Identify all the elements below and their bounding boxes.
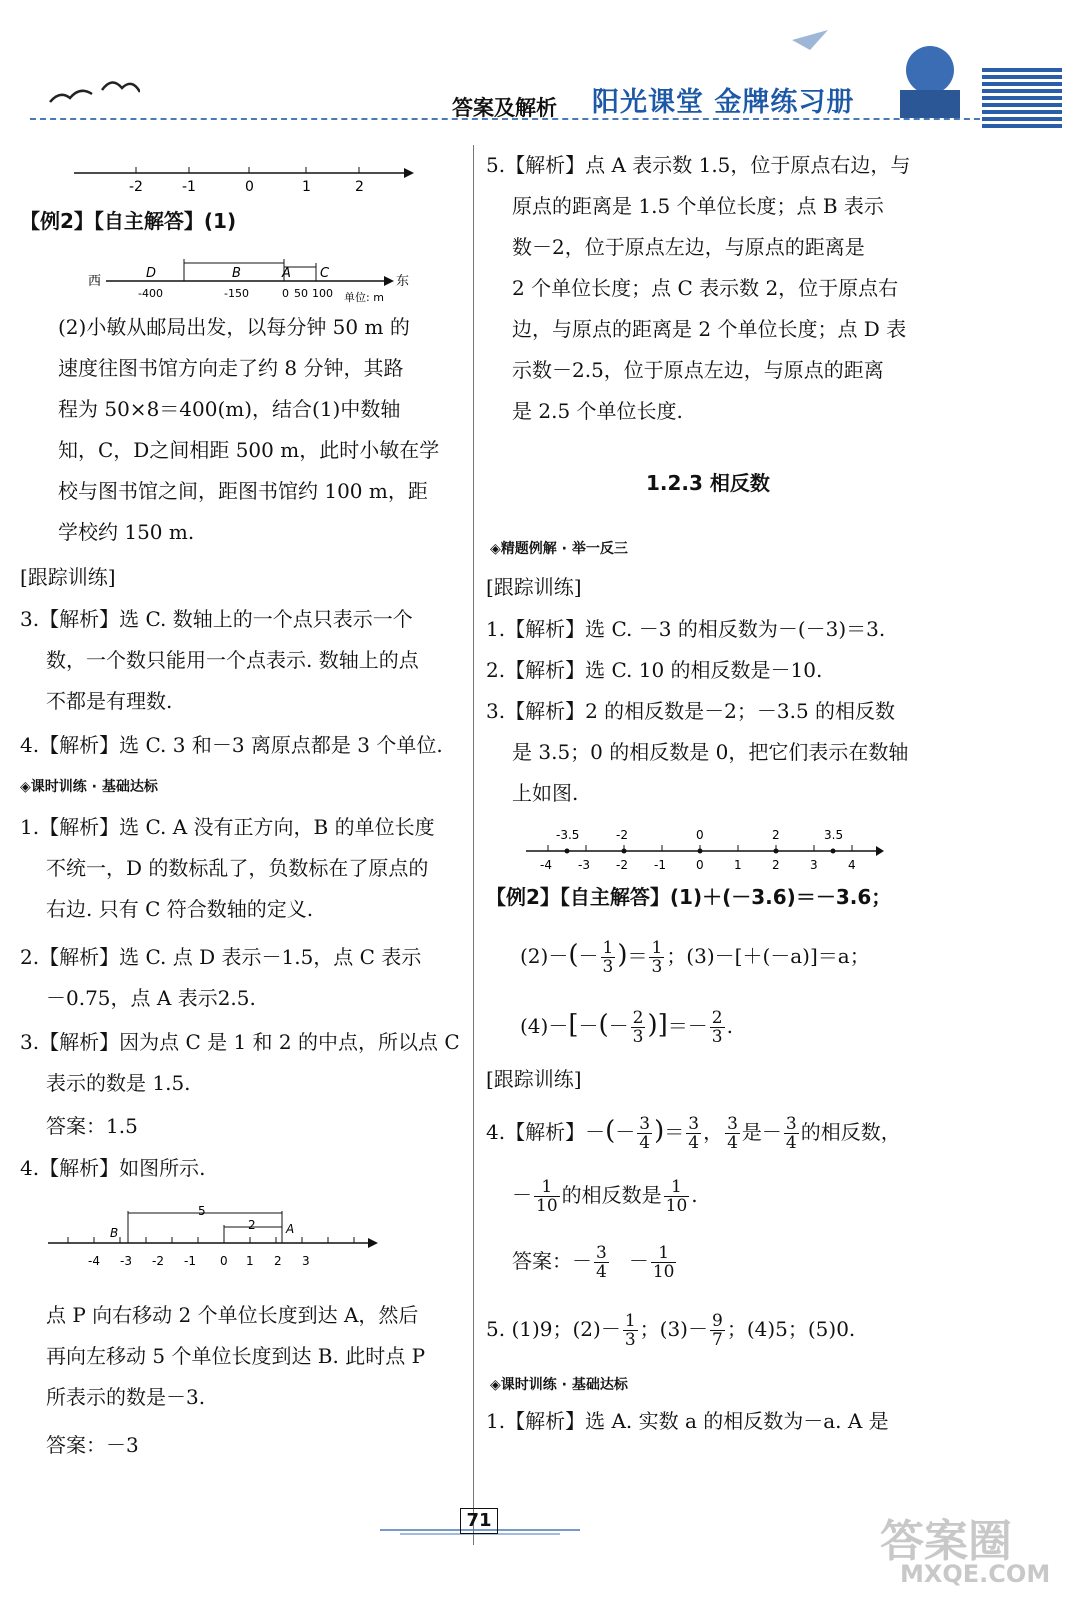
svg-text:-3.5: -3.5	[556, 828, 580, 842]
paragraph-line: 学校约 150 m.	[58, 520, 195, 544]
math-line: (4)－[－(－ $\frac{2}{3}$ )]＝－ $\frac{2}{3}$ .	[520, 1008, 733, 1047]
svg-text:-4: -4	[88, 1254, 100, 1268]
svg-text:-400: -400	[138, 287, 163, 300]
svg-text:5: 5	[198, 1204, 206, 1218]
answer-line: 边，与原点的距离是 2 个单位长度；点 D 表	[512, 317, 907, 341]
answer-line: 1.【解析】选 C. －3 的相反数为－(－3)＝3.	[486, 617, 886, 641]
answer-line: 1.【解析】选 C. A 没有正方向，B 的单位长度	[20, 815, 435, 839]
svg-text:50: 50	[294, 287, 308, 300]
math-line: 4.【解析】－(－ $\frac{3}{4}$ )＝ $\frac{3}{4}$ ， $\frac{3}{4}$ 是－ $\frac{3}{4}$ 的相反数，	[486, 1114, 901, 1153]
math-line: (2)－(－ $\frac{1}{3}$ )＝ $\frac{1}{3}$ ；(3)－[＋(－a)]＝a；	[520, 938, 870, 977]
header-section-label: 答案及解析	[452, 96, 557, 120]
svg-text:2: 2	[772, 858, 780, 872]
answer-value: 答案：1.5	[46, 1114, 138, 1138]
answer-line: 2.【解析】选 C. 10 的相反数是－10.	[486, 658, 823, 682]
number-line-4	[526, 825, 886, 875]
svg-text:单位: m: 单位: m	[344, 291, 384, 304]
watermark-logo: 答案圈	[880, 1516, 1012, 1567]
svg-text:西: 西	[88, 274, 102, 289]
answer-line: 是 2.5 个单位长度.	[512, 399, 683, 423]
answer-line: 1.【解析】选 A. 实数 a 的相反数为－a. A 是	[486, 1409, 889, 1433]
section-heading: [跟踪训练]	[486, 575, 582, 599]
page-number: 71	[460, 1508, 498, 1534]
math-line: 5. (1)9；(2)－ $\frac{1}{3}$ ；(3)－ $\frac{9}{7}$ ；(4)5；(5)0.	[486, 1311, 856, 1350]
answer-line: 右边. 只有 C 符合数轴的定义.	[46, 897, 314, 921]
svg-text:2: 2	[274, 1254, 282, 1268]
svg-text:-3: -3	[578, 858, 590, 872]
tick-label: -2	[129, 179, 143, 195]
section-title: 1.2.3 相反数	[646, 471, 770, 495]
svg-text:B: B	[110, 1226, 119, 1240]
paragraph-line: 校与图书馆之间，距图书馆约 100 m，距	[58, 479, 428, 503]
answer-value: 答案：－ $\frac{3}{4}$ － $\frac{1}{10}$	[512, 1243, 675, 1282]
section-heading: [跟踪训练]	[486, 1067, 582, 1091]
svg-text:0: 0	[282, 287, 289, 300]
svg-text:100: 100	[312, 287, 333, 300]
page-header	[0, 0, 1079, 140]
seagull-icon	[40, 72, 140, 112]
answer-line: 上如图.	[512, 781, 579, 805]
tick-label: 2	[355, 179, 364, 195]
svg-text:A: A	[282, 266, 291, 281]
paper-plane-icon	[790, 28, 830, 52]
answer-value: 答案：－3	[46, 1433, 139, 1457]
section-banner: ◈精题例解 · 举一反三	[490, 541, 628, 557]
column-divider	[473, 145, 474, 1545]
answer-line: 不统一，D 的数标乱了，负数标在了原点的	[46, 856, 429, 880]
answer-line: 不都是有理数.	[46, 689, 173, 713]
svg-text:东: 东	[396, 274, 410, 289]
answer-line: 2 个单位长度；点 C 表示数 2，位于原点右	[512, 276, 899, 300]
paragraph-line: 知，C，D之间相距 500 m，此时小敏在学	[58, 438, 440, 462]
svg-text:0: 0	[696, 858, 704, 872]
tick-label: 0	[245, 179, 254, 195]
svg-text:-1: -1	[184, 1254, 196, 1268]
answer-line: 数，一个数只能用一个点表示. 数轴上的点	[46, 648, 419, 672]
svg-text:4: 4	[848, 858, 856, 872]
svg-text:1: 1	[734, 858, 742, 872]
answer-line: 3.【解析】2 的相反数是－2；－3.5 的相反数	[486, 699, 896, 723]
svg-text:-3: -3	[120, 1254, 132, 1268]
answer-line: 3.【解析】因为点 C 是 1 和 2 的中点，所以点 C	[20, 1030, 460, 1054]
tick-label: -1	[182, 179, 196, 195]
svg-text:3.5: 3.5	[824, 828, 844, 842]
svg-text:-4: -4	[540, 858, 552, 872]
math-line: － $\frac{1}{10}$ 的相反数是 $\frac{1}{10}$ .	[512, 1177, 698, 1216]
answer-line: 原点的距离是 1.5 个单位长度；点 B 表示	[512, 194, 884, 218]
svg-text:-2: -2	[616, 858, 628, 872]
answer-line: 数－2，位于原点左边，与原点的距离是	[512, 235, 865, 259]
svg-text:D: D	[146, 266, 157, 281]
paragraph-line: (2)小敏从邮局出发，以每分钟 50 m 的	[58, 315, 410, 339]
number-line-1	[74, 163, 434, 197]
svg-text:1: 1	[246, 1254, 254, 1268]
paragraph-line: 程为 50×8＝400(m)，结合(1)中数轴	[58, 397, 401, 421]
svg-text:2: 2	[772, 828, 780, 842]
header-stripes	[982, 68, 1062, 128]
svg-text:C: C	[320, 266, 330, 281]
svg-text:0: 0	[220, 1254, 228, 1268]
answer-line: 3.【解析】选 C. 数轴上的一个点只表示一个	[20, 607, 413, 631]
example2-heading: 【例2】【自主解答】(1)＋(－3.6)＝－3.6；	[486, 885, 892, 909]
header-brand: 阳光课堂 金牌练习册	[592, 87, 855, 118]
tick-label: 1	[302, 179, 311, 195]
answer-line: 表示的数是 1.5.	[46, 1071, 191, 1095]
paragraph-line: 所表示的数是－3.	[46, 1385, 206, 1409]
number-line-3	[48, 1203, 388, 1273]
answer-line: 4.【解析】如图所示.	[20, 1156, 206, 1180]
svg-text:-2: -2	[152, 1254, 164, 1268]
watermark-url: MXQE.COM	[900, 1560, 1051, 1588]
paragraph-line: 点 P 向右移动 2 个单位长度到达 A，然后	[46, 1303, 419, 1327]
svg-text:0: 0	[696, 828, 704, 842]
svg-text:A: A	[286, 1222, 295, 1236]
answer-line: 是 3.5；0 的相反数是 0，把它们表示在数轴	[512, 740, 909, 764]
paragraph-line: 再向左移动 5 个单位长度到达 B. 此时点 P	[46, 1344, 426, 1368]
answer-line: 2.【解析】选 C. 点 D 表示－1.5，点 C 表示	[20, 945, 422, 969]
svg-text:2: 2	[248, 1218, 256, 1232]
svg-text:B: B	[232, 266, 241, 281]
answer-line: 示数－2.5，位于原点左边，与原点的距离	[512, 358, 884, 382]
paragraph-line: 速度往图书馆方向走了约 8 分钟，其路	[58, 356, 404, 380]
section-heading: [跟踪训练]	[20, 565, 116, 589]
answer-line: －0.75，点 A 表示2.5.	[46, 986, 256, 1010]
svg-text:3: 3	[810, 858, 818, 872]
svg-text:-150: -150	[224, 287, 249, 300]
section-banner: ◈课时训练 · 基础达标	[490, 1377, 628, 1393]
answer-line: 4.【解析】选 C. 3 和－3 离原点都是 3 个单位.	[20, 733, 443, 757]
example2-heading: 【例2】【自主解答】(1)	[20, 209, 237, 233]
svg-text:-2: -2	[616, 828, 628, 842]
telescope-illustration	[880, 40, 980, 120]
answer-line: 5.【解析】点 A 表示数 1.5，位于原点右边，与	[486, 153, 911, 177]
svg-text:3: 3	[302, 1254, 310, 1268]
svg-text:-1: -1	[654, 858, 666, 872]
section-banner: ◈课时训练 · 基础达标	[20, 779, 158, 795]
number-line-2	[84, 253, 444, 305]
